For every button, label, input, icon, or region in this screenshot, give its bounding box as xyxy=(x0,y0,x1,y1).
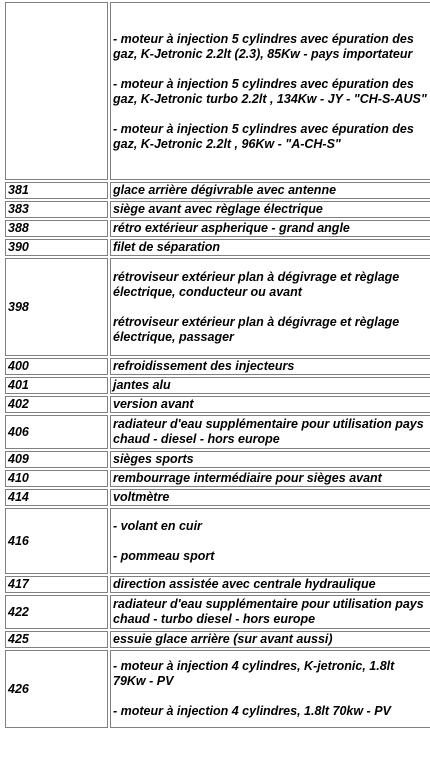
description-line: refroidissement des injecteurs xyxy=(113,359,295,373)
description-line: rétro extérieur aspherique - grand angle xyxy=(113,221,350,235)
option-code: 406 xyxy=(5,415,108,449)
table-row xyxy=(5,2,430,180)
option-description xyxy=(110,182,430,199)
option-code: 422 xyxy=(5,595,108,629)
table-row xyxy=(5,182,430,199)
description-line: essuie glace arrière (sur avant aussi) xyxy=(113,632,333,646)
option-description xyxy=(110,358,430,375)
option-description xyxy=(110,650,430,728)
table-row xyxy=(5,201,430,218)
option-description xyxy=(110,595,430,629)
option-description xyxy=(110,201,430,218)
option-code: 400 xyxy=(5,358,108,375)
description-line: radiateur d'eau supplémentaire pour utilisation pays chaud - diesel - hors europe xyxy=(113,417,424,446)
option-code: 409 xyxy=(5,451,108,468)
option-code: 417 xyxy=(5,576,108,593)
description-line: filet de séparation xyxy=(113,240,220,254)
option-code: 401 xyxy=(5,377,108,394)
description-line: - moteur à injection 4 cylindres, 1.8lt 70kw - PV xyxy=(113,704,391,718)
option-code: 383 xyxy=(5,201,108,218)
description-line: jantes alu xyxy=(113,378,171,392)
option-code: 425 xyxy=(5,631,108,648)
option-description xyxy=(110,508,430,574)
table-row xyxy=(5,239,430,256)
table-row xyxy=(5,396,430,413)
option-description xyxy=(110,396,430,413)
option-code: 402 xyxy=(5,396,108,413)
table-row xyxy=(5,631,430,648)
description-line: sièges sports xyxy=(113,452,194,466)
description-line: - moteur à injection 4 cylindres, K-jetronic, 1.8lt 79Kw - PV xyxy=(113,659,395,688)
description-line: rembourrage intermédiaire pour sièges avant xyxy=(113,471,382,485)
description-line: direction assistée avec centrale hydraulique xyxy=(113,577,376,591)
description-line: - volant en cuir xyxy=(113,518,202,533)
description-line: rétroviseur extérieur plan à dégivrage et règlage électrique, passager xyxy=(113,314,400,344)
description-line: - pommeau sport xyxy=(113,548,215,563)
table-row xyxy=(5,258,430,356)
option-description xyxy=(110,239,430,256)
option-code xyxy=(5,2,108,180)
table-row xyxy=(5,451,430,468)
description-line: glace arrière dégivrable avec antenne xyxy=(113,183,337,197)
table-row xyxy=(5,377,430,394)
option-description xyxy=(110,377,430,394)
table-row xyxy=(5,595,430,629)
options-table-page xyxy=(3,0,428,757)
table-row xyxy=(5,508,430,574)
option-description xyxy=(110,631,430,648)
option-description xyxy=(110,415,430,449)
description-line: - moteur à injection 5 cylindres avec épuration des gaz, K-Jetronic 2.2lt , 96Kw - "A-CH-S" xyxy=(113,121,414,151)
option-code: 410 xyxy=(5,470,108,487)
description-line: siège avant avec règlage électrique xyxy=(113,202,323,216)
option-code: 426 xyxy=(5,650,108,728)
option-description xyxy=(110,258,430,356)
option-code: 381 xyxy=(5,182,108,199)
description-line: voltmètre xyxy=(113,490,170,504)
table-row xyxy=(5,650,430,728)
option-code: 388 xyxy=(5,220,108,237)
option-code: 390 xyxy=(5,239,108,256)
table-row xyxy=(5,489,430,506)
description-line: radiateur d'eau supplémentaire pour utilisation pays chaud - turbo diesel - hors europe xyxy=(113,597,424,626)
description-line: rétroviseur extérieur plan à dégivrage et règlage électrique, conducteur ou avant xyxy=(113,269,400,299)
description-line: - moteur à injection 5 cylindres avec épuration des gaz, K-Jetronic 2.2lt (2.3), 85Kw - pays importateur xyxy=(113,31,414,61)
option-description xyxy=(110,489,430,506)
table-row xyxy=(5,220,430,237)
option-description xyxy=(110,451,430,468)
description-line: version avant xyxy=(113,397,194,411)
option-code: 416 xyxy=(5,508,108,574)
option-code: 414 xyxy=(5,489,108,506)
option-description xyxy=(110,576,430,593)
option-description xyxy=(110,220,430,237)
table-row xyxy=(5,470,430,487)
table-row xyxy=(5,576,430,593)
option-description xyxy=(110,2,430,180)
description-line: - moteur à injection 5 cylindres avec épuration des gaz, K-Jetronic turbo 2.2lt , 134Kw - JY - "CH-S-AUS" xyxy=(113,76,427,106)
table-row xyxy=(5,358,430,375)
option-description xyxy=(110,470,430,487)
option-code: 398 xyxy=(5,258,108,356)
table-row xyxy=(5,415,430,449)
options-table xyxy=(3,0,430,730)
